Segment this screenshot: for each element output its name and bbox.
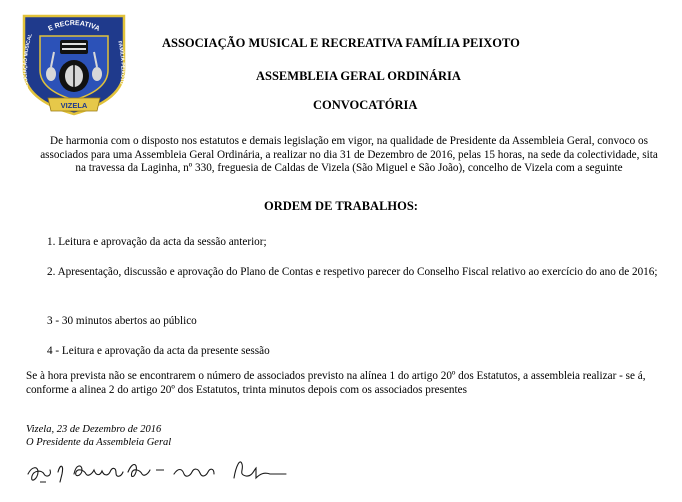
notice-title: CONVOCATÓRIA bbox=[313, 98, 418, 112]
intro-paragraph: De harmonia com o disposto nos estatutos e demais legislação em vigor, na qualidade de Presidente da Assembleia Geral, convoco os associados para uma Assembleia Geral Ordinária, a realizar no dia 31 de Dezembro de 2016, pelas 15 horas, na sede da colectividade, sita na travessa da Laginha, nº 330, freguesia de Caldas de Vizela (São Miguel e São João), concelho de Vizela com a seguinte bbox=[40, 135, 658, 175]
date-and-title bbox=[26, 424, 171, 450]
agenda-item: 1. Leitura e aprovação da acta da sessão anterior; bbox=[47, 236, 267, 248]
association-logo bbox=[18, 10, 130, 116]
logo-right-text: FAMÍLIA PEIXOTO bbox=[116, 40, 126, 85]
date-line: Vizela, 23 de Dezembro de 2016 bbox=[26, 424, 162, 435]
logo-left-text: ASSOCIAÇÃO MUSICAL bbox=[22, 33, 34, 93]
assembly-title: ASSEMBLEIA GERAL ORDINÁRIA bbox=[256, 69, 461, 83]
drum-icon bbox=[59, 60, 89, 92]
accordion-icon bbox=[60, 40, 88, 54]
logo-bottom-text: VIZELA bbox=[60, 101, 88, 110]
closing-paragraph: Se à hora prevista não se encontrarem o número de associados previsto na alínea 1 do artigo 20º dos Estatutos, a assembleia realizar - se á, conforme a alinea 2 do artigo 20º dos Estatutos, trinta minutos depois com os associados presentes bbox=[26, 370, 646, 396]
agenda-item: 4 - Leitura e aprovação da acta da presente sessão bbox=[47, 345, 270, 357]
agenda-title: ORDEM DE TRABALHOS: bbox=[264, 199, 418, 213]
handwritten-signature bbox=[24, 452, 289, 492]
president-title: O Presidente da Assembleia Geral bbox=[26, 436, 172, 448]
logo-top-text: E RECREATIVA bbox=[47, 19, 101, 33]
agenda-item: 3 - 30 minutos abertos ao público bbox=[47, 315, 197, 327]
agenda-item: 2. Apresentação, discussão e aprovação do Plano de Contas e respetivo parecer do Conselho Fiscal relativo ao exercício do ano de 2016; bbox=[47, 266, 658, 278]
association-name: ASSOCIAÇÃO MUSICAL E RECREATIVA FAMÍLIA PEIXOTO bbox=[162, 36, 520, 50]
